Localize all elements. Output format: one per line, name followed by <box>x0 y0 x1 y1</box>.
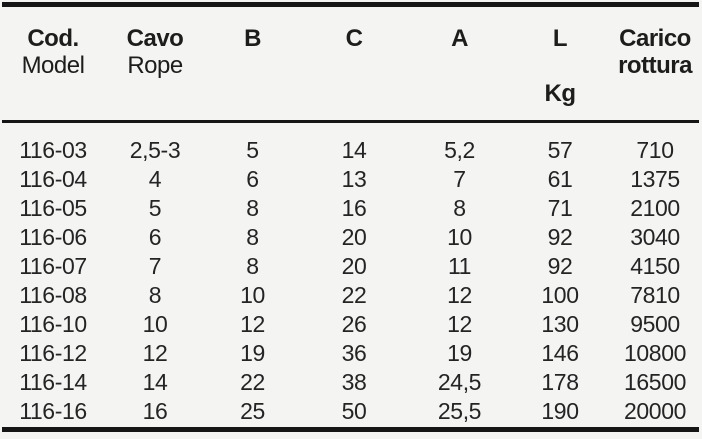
cell-l: 57 <box>547 137 573 163</box>
cell-cavo: 12 <box>142 340 168 366</box>
cell-cod: 116-05 <box>19 195 87 221</box>
cell-l: 130 <box>541 311 579 337</box>
cell-c: 13 <box>341 166 367 192</box>
cell-l: 190 <box>541 398 579 424</box>
cell-a: 24,5 <box>437 369 482 395</box>
cell-a: 7 <box>453 166 466 192</box>
cell-c: 22 <box>341 282 367 308</box>
table-row <box>0 339 702 368</box>
cell-carico: 9500 <box>630 311 680 337</box>
cell-cavo: 6 <box>148 224 162 250</box>
table-body <box>0 123 702 427</box>
cell-b: 8 <box>246 253 259 279</box>
cell-cod: 116-08 <box>19 282 87 308</box>
column-header-cavo-rope <box>106 7 204 120</box>
cell-cod: 116-14 <box>19 369 87 395</box>
cell-b: 25 <box>240 398 265 424</box>
cell-c: 26 <box>341 311 367 337</box>
cell-b: 22 <box>240 369 265 395</box>
cell-cavo: 7 <box>148 253 162 279</box>
cell-carico: 1375 <box>630 166 680 192</box>
cell-a: 8 <box>453 195 466 221</box>
column-header-carico-rottura <box>608 7 702 120</box>
column-header-l-kg <box>512 7 608 120</box>
table-row <box>0 165 702 194</box>
header-carico-label: Carico <box>619 25 691 52</box>
cell-a: 12 <box>447 282 472 308</box>
cell-a: 11 <box>447 253 472 279</box>
cell-cod: 116-04 <box>19 166 87 192</box>
cell-b: 8 <box>246 224 259 250</box>
cell-carico: 4150 <box>630 253 680 279</box>
cell-c: 36 <box>341 340 367 366</box>
cell-b: 19 <box>240 340 265 366</box>
cell-l: 178 <box>541 369 579 395</box>
cell-b: 10 <box>240 282 265 308</box>
table-row <box>0 368 702 397</box>
header-cod-label: Cod. <box>27 25 79 52</box>
cell-carico: 7810 <box>630 282 680 308</box>
cell-cavo: 5 <box>148 195 162 221</box>
column-header-a <box>407 7 512 120</box>
cell-cod: 116-07 <box>19 253 87 279</box>
table-row <box>0 281 702 310</box>
column-header-c <box>301 7 407 120</box>
cell-c: 16 <box>341 195 367 221</box>
cell-cod: 116-16 <box>19 398 87 424</box>
cell-l: 92 <box>547 253 573 279</box>
cell-cavo: 8 <box>148 282 162 308</box>
table-header <box>0 7 702 120</box>
cell-l: 146 <box>541 340 579 366</box>
table-row <box>0 252 702 281</box>
cell-a: 19 <box>447 340 472 366</box>
header-rope-label: Rope <box>127 52 183 79</box>
cell-c: 38 <box>341 369 367 395</box>
header-b-label: B <box>244 25 261 52</box>
cell-carico: 2100 <box>630 195 680 221</box>
header-cavo-label: Cavo <box>126 25 184 52</box>
cell-cod: 116-12 <box>19 340 87 366</box>
cell-cod: 116-03 <box>19 137 87 163</box>
cell-cod: 116-06 <box>19 224 87 250</box>
header-rottura-label: rottura <box>618 52 692 79</box>
cell-l: 71 <box>547 195 573 221</box>
table-row <box>0 310 702 339</box>
cell-b: 12 <box>240 311 265 337</box>
cell-l: 92 <box>547 224 573 250</box>
cell-carico: 16500 <box>624 369 686 395</box>
cell-c: 14 <box>341 137 367 163</box>
header-kg-label: Kg <box>544 80 576 107</box>
header-a-label: A <box>451 25 468 52</box>
cell-l: 61 <box>547 166 573 192</box>
cell-carico: 20000 <box>624 398 686 424</box>
cell-b: 6 <box>246 166 259 192</box>
cell-a: 10 <box>447 224 472 250</box>
header-l-label: L <box>552 25 568 52</box>
cell-carico: 10800 <box>624 340 686 366</box>
table-row <box>0 397 702 426</box>
cell-c: 20 <box>341 253 367 279</box>
cell-l: 100 <box>541 282 579 308</box>
table-row <box>0 136 702 165</box>
column-header-b <box>204 7 301 120</box>
header-c-label: C <box>345 25 363 52</box>
cell-c: 20 <box>341 224 367 250</box>
cell-carico: 3040 <box>630 224 680 250</box>
cell-carico: 710 <box>636 137 674 163</box>
cell-b: 8 <box>246 195 259 221</box>
cell-cavo: 14 <box>142 369 168 395</box>
cell-a: 5,2 <box>444 137 475 163</box>
cell-a: 25,5 <box>437 398 482 424</box>
table-row <box>0 194 702 223</box>
table-row <box>0 223 702 252</box>
cell-c: 50 <box>341 398 367 424</box>
cell-cavo: 10 <box>142 311 168 337</box>
column-header-cod-model <box>0 7 106 120</box>
cell-b: 5 <box>246 137 259 163</box>
cell-cavo: 4 <box>148 166 162 192</box>
cell-cavo: 16 <box>142 398 168 424</box>
cell-a: 12 <box>447 311 472 337</box>
header-model-label: Model <box>21 52 85 79</box>
table-bottom-border <box>2 427 699 432</box>
cell-cod: 116-10 <box>19 311 87 337</box>
cell-cavo: 2,5-3 <box>129 137 181 163</box>
